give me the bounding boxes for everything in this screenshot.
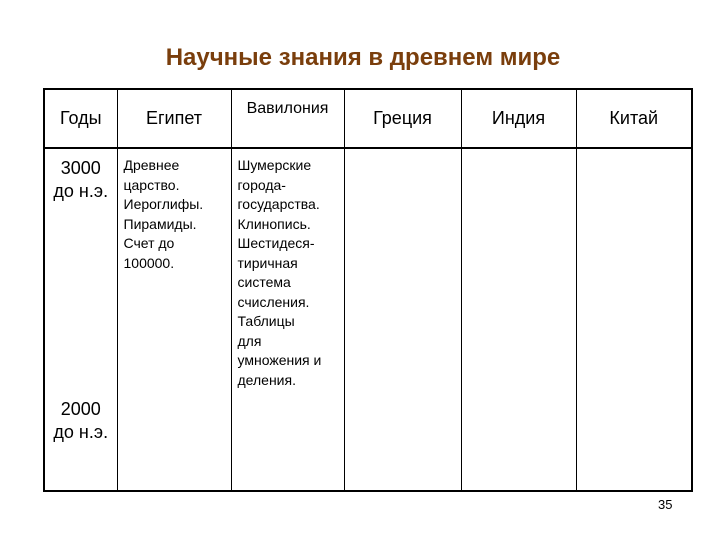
header-babylon: Вавилония bbox=[231, 89, 344, 148]
header-greece: Греция bbox=[344, 89, 461, 148]
header-india: Индия bbox=[461, 89, 576, 148]
cell-china bbox=[576, 148, 692, 491]
year-start: 3000 до н.э. bbox=[53, 158, 109, 201]
cell-babylon: Шумерские города- государства. Клинопись. Шестидеся- тиричная система счисления. Таблицы для умножения и деления. bbox=[231, 148, 344, 491]
body-row bbox=[44, 148, 692, 491]
cell-india bbox=[461, 148, 576, 491]
year-end: 2000 до н.э. bbox=[53, 399, 109, 442]
header-years: Годы bbox=[44, 89, 117, 148]
years-cell bbox=[44, 148, 117, 491]
page-number: 35 bbox=[658, 497, 673, 512]
header-china: Китай bbox=[576, 89, 692, 148]
header-egypt: Египет bbox=[117, 89, 231, 148]
page-title: Научные знания в древнем мире bbox=[165, 44, 561, 71]
cell-greece bbox=[344, 148, 461, 491]
header-row bbox=[44, 89, 692, 148]
science-table bbox=[43, 88, 693, 492]
cell-egypt: Древнее царство. Иероглифы. Пирамиды. Счет до 100000. bbox=[117, 148, 231, 491]
